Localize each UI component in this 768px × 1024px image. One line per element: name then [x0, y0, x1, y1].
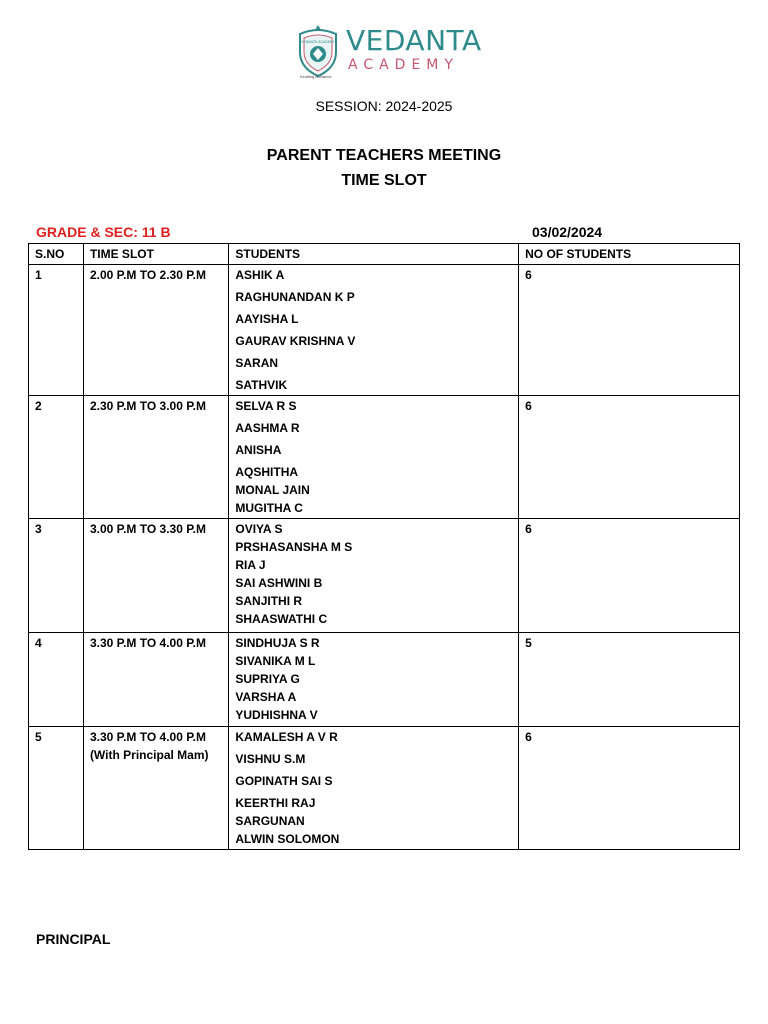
student-name: MUGITHA C — [235, 501, 303, 515]
cell-students — [229, 727, 519, 850]
header-no-of-students: NO OF STUDENTS — [519, 244, 740, 265]
cell-student-count: 6 — [519, 265, 740, 396]
cell-sno: 1 — [29, 265, 84, 396]
student-name: GAURAV KRISHNA V — [235, 334, 356, 348]
student-name: MONAL JAIN — [235, 483, 310, 497]
student-name: VISHNU S.M — [235, 752, 306, 766]
student-name: SINDHUJA S R — [235, 636, 320, 650]
brand-name: VEDANTA — [346, 24, 482, 57]
cell-students — [229, 265, 519, 396]
student-name: SIVANIKA M L — [235, 654, 316, 668]
table-row — [29, 265, 740, 396]
header-time-slot: TIME SLOT — [83, 244, 228, 265]
student-name: ALWIN SOLOMON — [235, 832, 340, 846]
table-header-row — [29, 244, 740, 265]
time-slot-note: (With Principal Mam) — [89, 748, 209, 762]
header-students: STUDENTS — [229, 244, 519, 265]
student-name: OVIYA S — [235, 522, 283, 536]
cell-sno: 5 — [29, 727, 84, 850]
cell-student-count: 6 — [519, 519, 740, 633]
crest-text: VEDANTA ACADEMY — [301, 40, 335, 44]
header-sno: S.NO — [29, 244, 84, 265]
cell-student-count: 6 — [519, 396, 740, 519]
brand-subtitle: ACADEMY — [348, 57, 459, 73]
cell-time-slot: 2.00 P.M TO 2.30 P.M — [83, 265, 228, 396]
cell-sno: 4 — [29, 633, 84, 727]
student-name: ASHIK A — [235, 268, 285, 282]
student-name: SELVA R S — [235, 399, 297, 413]
document-subtitle: TIME SLOT — [341, 172, 427, 189]
time-slot-text: 3.30 P.M TO 4.00 P.M — [89, 730, 207, 744]
student-name: YUDHISHNA V — [235, 708, 318, 722]
time-slot-table — [28, 243, 740, 850]
student-name: AAYISHA L — [235, 312, 299, 326]
meeting-date: 03/02/2024 — [532, 224, 603, 240]
session-label: SESSION: 2024-2025 — [315, 98, 453, 114]
student-name: VARSHA A — [235, 690, 297, 704]
student-name: SHAASWATHI C — [235, 612, 328, 626]
student-name: SARAN — [235, 356, 279, 370]
student-name: RIA J — [235, 558, 266, 572]
cell-sno: 3 — [29, 519, 84, 633]
student-name: PRSHASANSHA M S — [235, 540, 353, 554]
student-name: SARGUNAN — [235, 814, 305, 828]
student-name: RAGHUNANDAN K P — [235, 290, 355, 304]
student-name: SATHVIK — [235, 378, 288, 392]
table-row — [29, 633, 740, 727]
table-row — [29, 396, 740, 519]
cell-time-slot: 3.30 P.M TO 4.00 P.M — [83, 633, 228, 727]
student-name: AASHMA R — [235, 421, 300, 435]
student-name: SANJITHI R — [235, 594, 303, 608]
cell-time-slot — [83, 727, 228, 850]
student-name: ANISHA — [235, 443, 282, 457]
school-logo — [294, 22, 484, 80]
table-row — [29, 727, 740, 850]
cell-student-count: 5 — [519, 633, 740, 727]
cell-students — [229, 633, 519, 727]
student-name: SUPRIYA G — [235, 672, 300, 686]
cell-student-count: 6 — [519, 727, 740, 850]
cell-time-slot: 2.30 P.M TO 3.00 P.M — [83, 396, 228, 519]
table-row — [29, 519, 740, 633]
signature-label: PRINCIPAL — [36, 931, 111, 947]
student-name: AQSHITHA — [235, 465, 299, 479]
student-name: GOPINATH SAI S — [235, 774, 333, 788]
document-title: PARENT TEACHERS MEETING — [266, 147, 502, 164]
crest-icon — [294, 22, 342, 78]
grade-section: GRADE & SEC: 11 B — [36, 224, 171, 240]
cell-sno: 2 — [29, 396, 84, 519]
cell-time-slot: 3.00 P.M TO 3.30 P.M — [83, 519, 228, 633]
cell-students — [229, 396, 519, 519]
student-name: KEERTHI RAJ — [235, 796, 316, 810]
brand-tagline: Kindling Brilliance — [300, 74, 332, 79]
student-name: KAMALESH A V R — [235, 730, 338, 744]
cell-students — [229, 519, 519, 633]
student-name: SAI ASHWINI B — [235, 576, 323, 590]
